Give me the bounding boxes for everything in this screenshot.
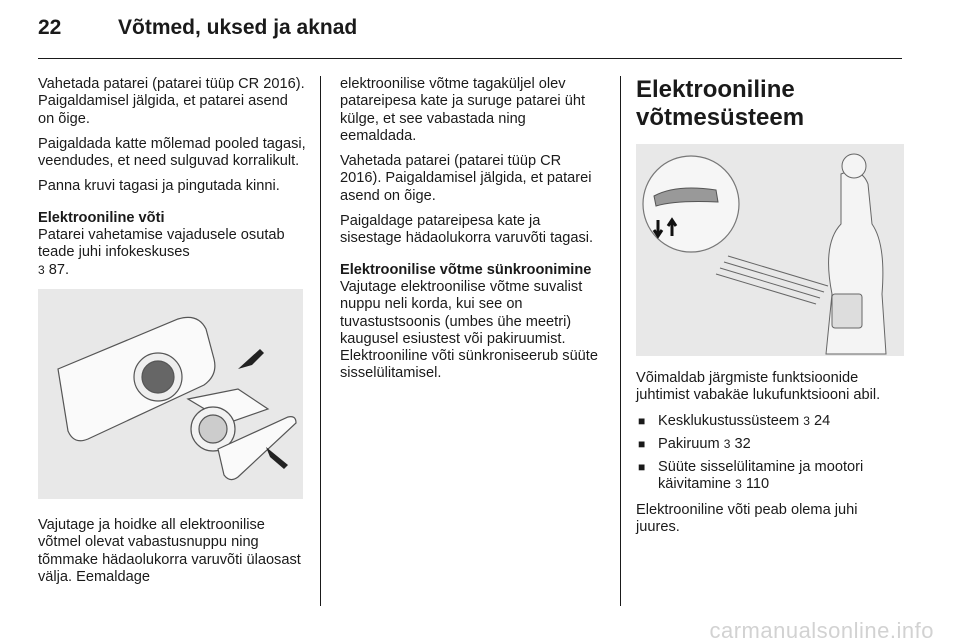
section-title-line: Elektrooniline <box>636 76 795 103</box>
section-title-line: võtmesüsteem <box>636 104 805 131</box>
page-ref[interactable]: 87. <box>48 261 70 278</box>
bullet-icon: ■ <box>638 460 646 475</box>
column-divider-1 <box>320 76 321 606</box>
page-ref-icon: 3 <box>723 436 731 451</box>
subheading: Elektrooniline võti <box>38 209 165 226</box>
paragraph-text: Vajutage elektroonilise võtme suvalist nuppu neli korda, kui see on tuvastustsoonis (umbes ühe meetri) kaugusel esiustest või pakiruumist. Elektrooniline võti sünkroniseerub süüte sisselülitamisel. <box>340 278 598 382</box>
paragraph: Paigaldage patareipesa kate ja sisestage hädaolukorra varuvõti tagasi. <box>340 213 594 247</box>
paragraph: Võimaldab järgmiste funktsioonide juhtimist vabakäe lukufunktsiooni abil. <box>636 370 881 404</box>
page-ref-icon: 3 <box>38 262 45 277</box>
paragraph: Panna kruvi tagasi ja pingutada kinni. <box>38 178 280 195</box>
chapter-title: Võtmed, uksed ja aknad <box>118 16 358 39</box>
column-divider-2 <box>620 76 621 606</box>
list-item-text: Kesklukustussüsteem <box>658 412 800 429</box>
column-1 <box>38 76 308 594</box>
watermark: carmanualsonline.info <box>709 618 934 643</box>
keyless-entry-illustration <box>636 144 904 356</box>
page-ref[interactable]: 32 <box>734 435 751 452</box>
bullet-icon: ■ <box>638 413 646 428</box>
paragraph: Elektrooniline võti peab olema juhi juures. <box>636 501 858 536</box>
paragraph-text: Patarei vahetamise vajadusele osutab teade juhi infokeskuses <box>38 227 285 261</box>
page-number: 22 <box>38 16 62 39</box>
key-battery-illustration <box>38 289 303 499</box>
paragraph: Vahetada patarei (patarei tüüp CR 2016). Paigaldamisel jälgida, et patarei asend on õige. <box>38 76 305 127</box>
paragraph <box>38 210 308 279</box>
page-ref-icon: 3 <box>803 413 810 428</box>
list-item-text: Süüte sisselülitamine ja mootori käivitamine <box>658 459 864 493</box>
column-2 <box>340 76 605 391</box>
list-item-text: Pakiruum <box>658 435 720 452</box>
paragraph <box>340 262 605 383</box>
key-battery-drawing <box>38 289 303 499</box>
subheading: Elektroonilise võtme sünkroonimine <box>340 261 592 278</box>
feature-list <box>636 413 904 494</box>
header-rule <box>38 58 902 59</box>
keyless-entry-drawing <box>636 144 904 356</box>
page-ref[interactable]: 110 <box>745 476 770 493</box>
paragraph: Paigaldada katte mõlemad pooled tagasi, veendudes, et need sulguvad korralikult. <box>38 135 306 170</box>
list-item <box>636 436 904 453</box>
paragraph: Vajutage ja hoidke all elektroonilise võtmel olevat vabastusnuppu ning tõmmake hädaolukorra varuvõti ülaosast välja. Eemaldage <box>38 516 301 585</box>
page-ref-icon: 3 <box>735 477 742 492</box>
column-3 <box>636 76 904 544</box>
page-ref[interactable]: 24 <box>813 412 831 429</box>
list-item <box>636 459 904 494</box>
bullet-icon: ■ <box>638 436 646 451</box>
section-title <box>636 76 904 132</box>
paragraph: elektroonilise võtme tagaküljel olev patareipesa kate ja suruge patarei üht külge, et see vabastada ning eemaldada. <box>340 76 586 144</box>
paragraph: Vahetada patarei (patarei tüüp CR 2016). Paigaldamisel jälgida, et patarei asend on õige. <box>340 153 592 204</box>
list-item <box>636 413 904 430</box>
